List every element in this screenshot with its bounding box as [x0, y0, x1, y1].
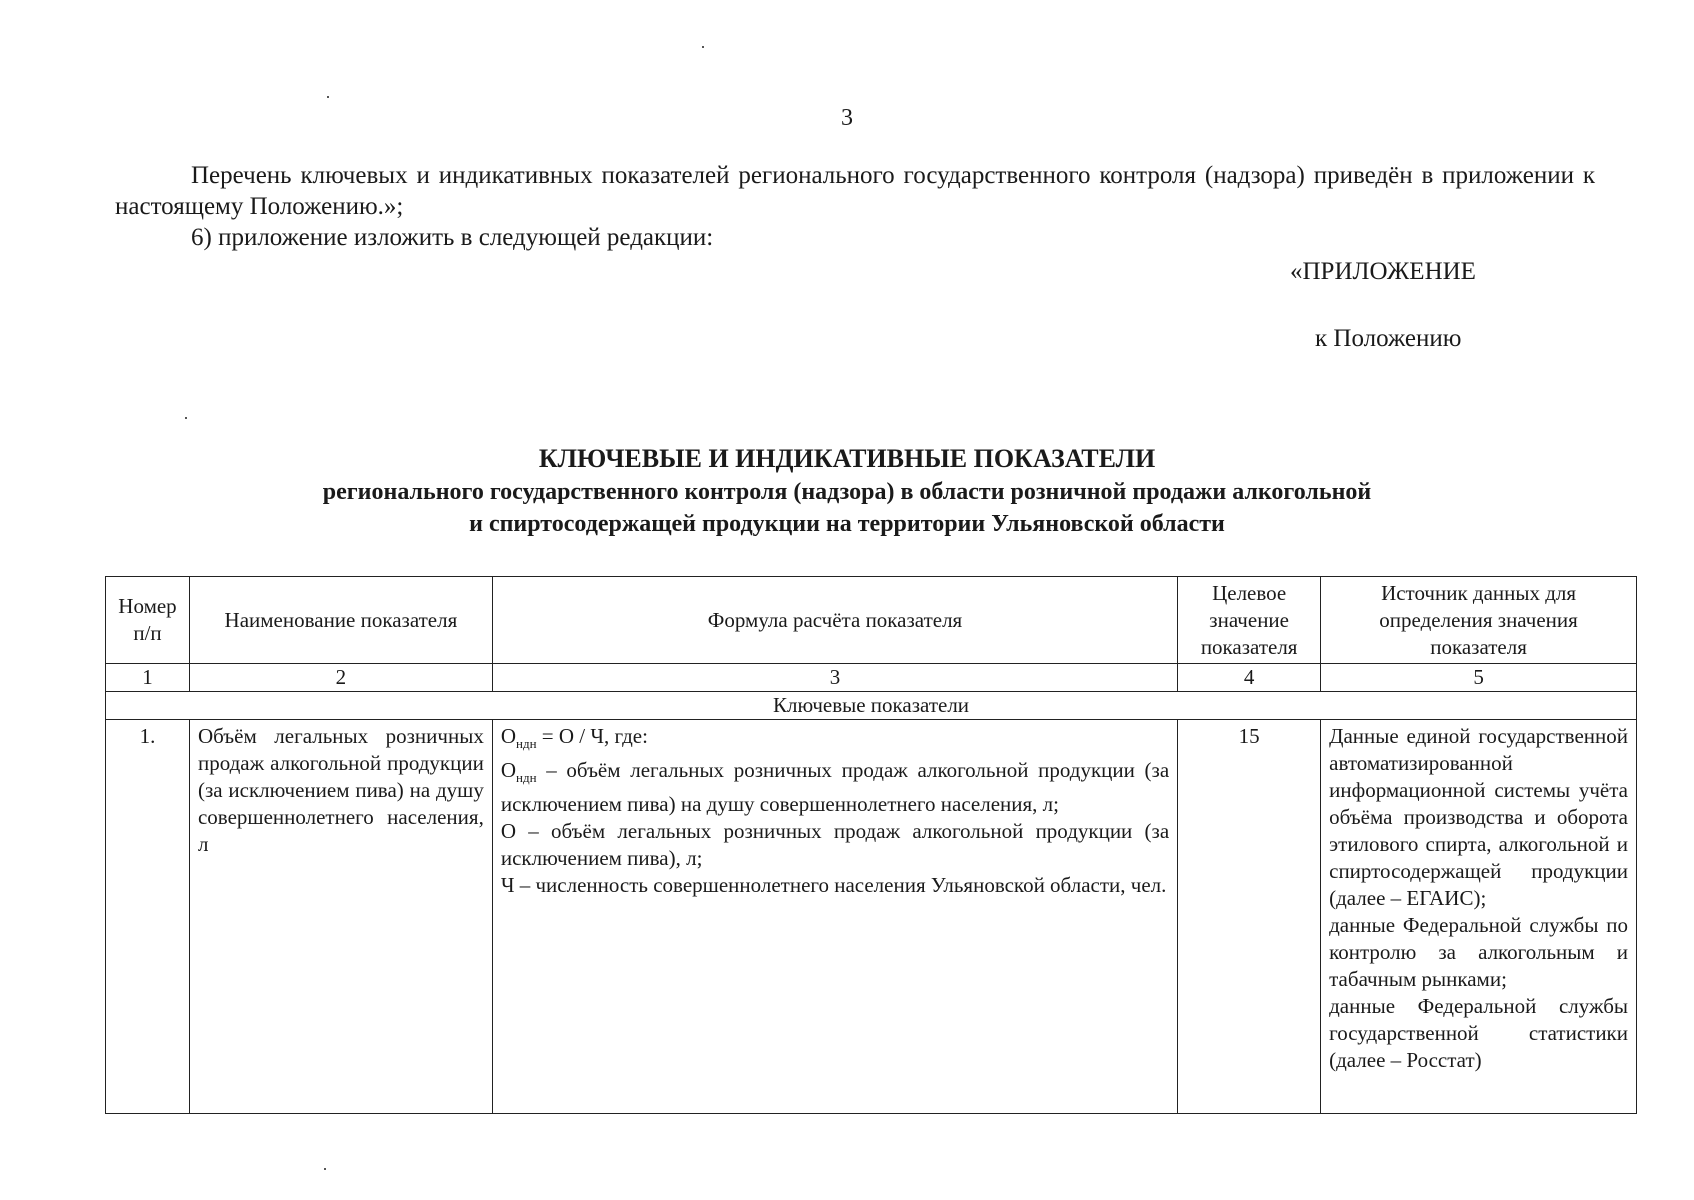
appendix-heading: «ПРИЛОЖЕНИЕ: [1290, 258, 1476, 285]
column-number: 2: [189, 664, 492, 692]
intro-paragraph: Перечень ключевых и индикативных показателей регионального государственного контроля (надзора) приведён в приложении к настоящему Положению.»;: [115, 162, 1595, 220]
scan-speck: [327, 96, 329, 98]
intro-amendment: 6) приложение изложить в следующей редакции:: [191, 224, 714, 251]
scan-speck: [702, 46, 704, 48]
section-row: [106, 692, 1637, 720]
header-source: Источник данных для определения значения показателя: [1321, 577, 1637, 664]
title-line-2: регионального государственного контроля (надзора) в области розничной продажи алкогольной: [322, 479, 1372, 505]
indicator-formula: [492, 720, 1177, 1114]
column-number-row: [106, 664, 1637, 692]
data-source-item: Данные единой государственной автоматизированной информационной системы учёта объёма производства и оборота этилового спирта, алкогольной и спиртосодержащей продукции (далее – ЕГАИС);: [1329, 724, 1628, 910]
table-row: [106, 720, 1637, 1114]
intro-text: [115, 160, 1595, 253]
title-line-1: КЛЮЧЕВЫЕ И ИНДИКАТИВНЫЕ ПОКАЗАТЕЛИ: [538, 444, 1156, 473]
formula-equation: $О_{ндн} = О / Ч$, где:: [500, 724, 648, 752]
formula-definition: О – объём легальных розничных продаж алкогольной продукции (за исключением пива), л;: [500, 819, 1170, 871]
page-number: 3: [841, 105, 853, 131]
row-number: 1.: [106, 720, 190, 1114]
formula-definition: $О_{ндн}$ – объём легальных розничных продаж алкогольной продукции (за исключением пива) на душу совершеннолетнего населения, л;: [500, 758, 1170, 817]
header-target: Целевое значение показателя: [1178, 577, 1321, 664]
appendix-subheading: к Положению: [1315, 325, 1462, 352]
title-line-3: и спиртосодержащей продукции на территории Ульяновской области: [469, 511, 1225, 537]
column-number: 1: [106, 664, 190, 692]
column-number: 5: [1321, 664, 1637, 692]
indicators-table: [105, 576, 1637, 1114]
data-source-item: данные Федеральной службы государственной статистики (далее – Росстат): [1329, 994, 1628, 1072]
indicator-name: Объём легальных розничных продаж алкогольной продукции (за исключением пива) на душу совершеннолетнего населения, л: [189, 720, 492, 1114]
table-header-row: [106, 577, 1637, 664]
column-number: 3: [492, 664, 1177, 692]
data-source-item: данные Федеральной службы по контролю за алкогольным и табачным рынками;: [1329, 913, 1628, 991]
formula-definition: Ч – численность совершеннолетнего населения Ульяновской области, чел.: [500, 873, 1167, 898]
column-number: 4: [1178, 664, 1321, 692]
scan-speck: [324, 1168, 326, 1170]
document-title: [0, 442, 1694, 540]
header-name: Наименование показателя: [189, 577, 492, 664]
data-source: [1321, 720, 1637, 1114]
scan-speck: [185, 417, 187, 419]
section-title: Ключевые показатели: [106, 692, 1637, 720]
target-value: 15: [1178, 720, 1321, 1114]
header-number: Номер п/п: [106, 577, 190, 664]
header-formula: Формула расчёта показателя: [492, 577, 1177, 664]
